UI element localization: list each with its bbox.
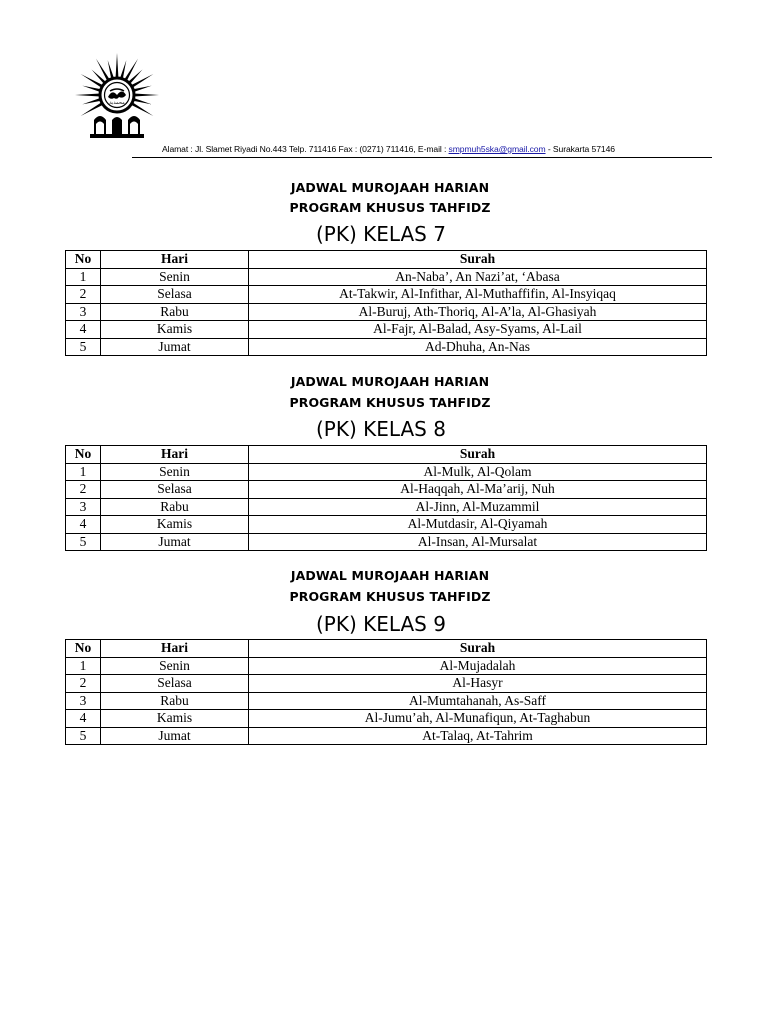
table-row [66,463,707,481]
email-link[interactable]: smpmuh5ska@gmail.com [448,144,546,154]
cell-hari: Selasa [101,481,249,499]
cell-surah: Al-Jinn, Al-Muzammil [249,498,707,516]
logo-ray [133,98,152,104]
cell-surah: Al-Mutdasir, Al-Qiyamah [249,516,707,534]
cell-no: 1 [66,268,101,286]
table-row [66,516,707,534]
cell-surah: An-Naba’, An Nazi’at, ‘Abasa [249,268,707,286]
table-row [66,268,707,286]
cell-no: 5 [66,727,101,745]
logo-ray [81,74,103,88]
cell-hari: Kamis [101,321,249,339]
cell-surah: Al-Jumu’ah, Al-Munafiqun, At-Taghabun [249,710,707,728]
table-row [66,321,707,339]
cell-hari: Senin [101,657,249,675]
header-no: No [66,251,101,269]
cell-hari: Senin [101,268,249,286]
cell-no: 4 [66,710,101,728]
cell-surah: Al-Fajr, Al-Balad, Asy-Syams, Al-Lail [249,321,707,339]
cell-no: 2 [66,675,101,693]
cell-hari: Selasa [101,286,249,304]
cell-surah: Al-Mumtahanah, As-Saff [249,692,707,710]
class-heading: (PK) KELAS 8 [316,417,446,441]
cell-surah: Al-Insan, Al-Mursalat [249,533,707,551]
table-row [66,303,707,321]
muhammadiyah-logo [72,50,162,142]
cell-hari: Jumat [101,727,249,745]
logo-ray [82,98,101,104]
schedule-subtitle: PROGRAM KHUSUS TAHFIDZ [289,395,491,410]
table-header-row [66,251,707,269]
logo-ray [116,53,119,78]
cell-hari: Kamis [101,710,249,728]
table-row [66,710,707,728]
cell-no: 5 [66,533,101,551]
logo-ray [131,102,153,116]
logo-ray [82,86,101,92]
cell-no: 2 [66,286,101,304]
cell-surah: Ad-Dhuha, An-Nas [249,338,707,356]
logo-ray [75,94,100,97]
table-header-row [66,446,707,464]
logo-ray [134,94,159,97]
header-hari: Hari [101,251,249,269]
cell-hari: Jumat [101,533,249,551]
header-no: No [66,640,101,658]
cell-no: 1 [66,657,101,675]
cell-surah: At-Takwir, Al-Infithar, Al-Muthaffifin, Al-Insyiqaq [249,286,707,304]
table-row [66,498,707,516]
address-text: Alamat : Jl. Slamet Riyadi No.443 Telp. 711416 Fax : (0271) 711416, E-mail : [162,144,449,154]
cell-no: 4 [66,321,101,339]
cell-hari: Kamis [101,516,249,534]
class-heading: (PK) KELAS 7 [316,222,446,246]
schedule-table [65,639,707,745]
logo-ray [81,102,103,116]
schedule-title: JADWAL MUROJAAH HARIAN [290,180,490,195]
header-surah: Surah [249,251,707,269]
cell-no: 1 [66,463,101,481]
schedule-title: JADWAL MUROJAAH HARIAN [290,568,490,583]
logo-ray [120,60,126,79]
cell-surah: Al-Buruj, Ath-Thoriq, Al-A’la, Al-Ghasiyah [249,303,707,321]
cell-hari: Rabu [101,692,249,710]
header-no: No [66,446,101,464]
schedule-subtitle: PROGRAM KHUSUS TAHFIDZ [289,589,491,604]
cell-surah: Al-Haqqah, Al-Ma’arij, Nuh [249,481,707,499]
class-heading: (PK) KELAS 9 [316,612,446,636]
cell-no: 5 [66,338,101,356]
header-hari: Hari [101,640,249,658]
logo-ray [131,74,153,88]
table-header-row [66,640,707,658]
table-row [66,675,707,693]
letterhead-divider [132,157,712,158]
logo-ray [133,86,152,92]
cell-no: 3 [66,692,101,710]
letterhead-address [162,144,615,154]
address-city: - Surakarta 57146 [545,144,615,154]
table-row [66,533,707,551]
cell-surah: Al-Mulk, Al-Qolam [249,463,707,481]
table-row [66,657,707,675]
header-surah: Surah [249,446,707,464]
schedule-table [65,445,707,551]
cell-no: 2 [66,481,101,499]
schedule-subtitle: PROGRAM KHUSUS TAHFIDZ [289,200,491,215]
cell-hari: Rabu [101,498,249,516]
logo-ray [124,59,138,81]
logo-ray [96,59,110,81]
cell-no: 4 [66,516,101,534]
table-row [66,481,707,499]
schedule-title: JADWAL MUROJAAH HARIAN [290,374,490,389]
table-row [66,692,707,710]
cell-no: 3 [66,303,101,321]
table-row [66,727,707,745]
cell-surah: Al-Mujadalah [249,657,707,675]
cell-hari: Rabu [101,303,249,321]
cell-hari: Selasa [101,675,249,693]
cell-no: 3 [66,498,101,516]
cell-surah: Al-Hasyr [249,675,707,693]
table-row [66,338,707,356]
header-surah: Surah [249,640,707,658]
table-row [66,286,707,304]
header-hari: Hari [101,446,249,464]
cell-hari: Senin [101,463,249,481]
logo-ray [108,60,114,79]
cell-hari: Jumat [101,338,249,356]
schedule-table [65,250,707,356]
logo-arabic-text: محمدية [109,100,125,106]
cell-surah: At-Talaq, At-Tahrim [249,727,707,745]
